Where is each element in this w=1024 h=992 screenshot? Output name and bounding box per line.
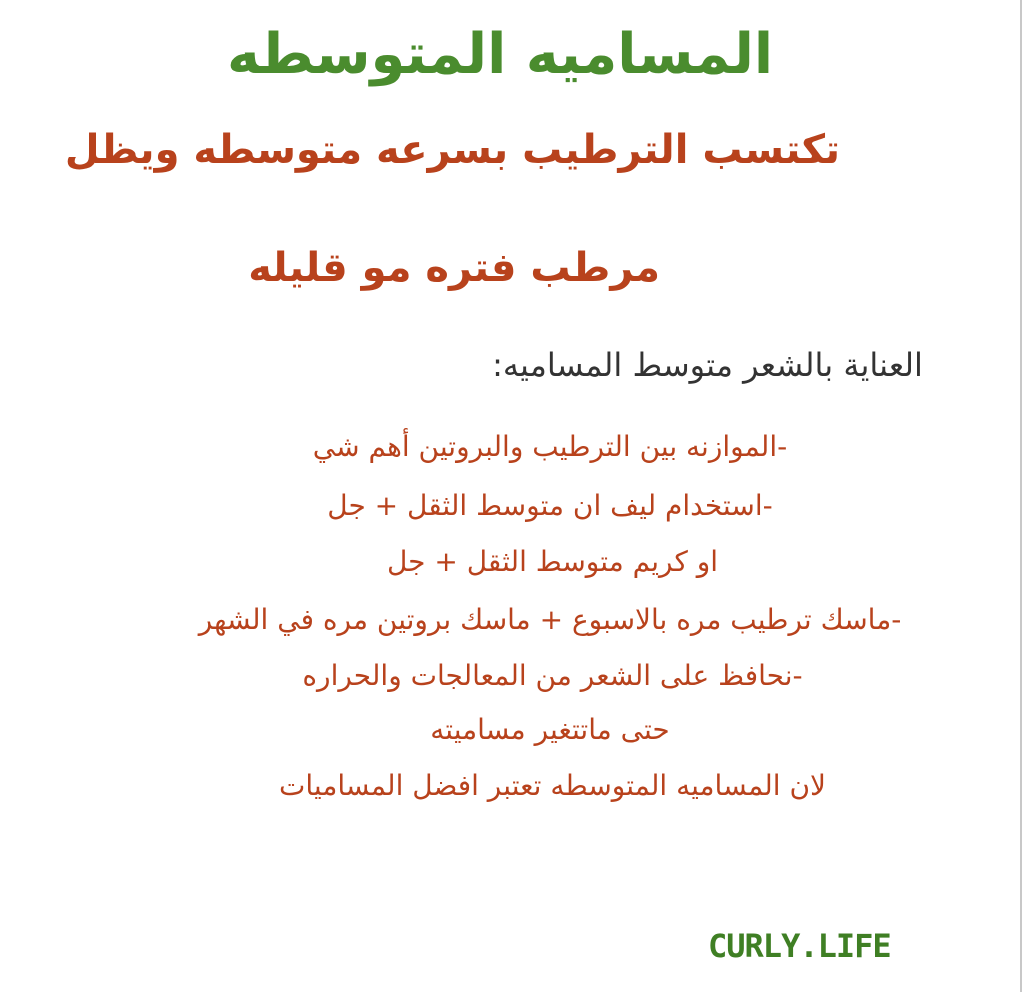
care-heading: العناية بالشعر متوسط المساميه: xyxy=(492,346,923,384)
brand-logo: CURLY.LIFE xyxy=(708,927,891,965)
tip-item-5: -نحافظ على الشعر من المعالجات والحراره xyxy=(302,659,803,692)
tip-item-1: -الموازنه بين الترطيب والبروتين أهم شي xyxy=(312,430,788,463)
tip-item-2: -استخدام ليف ان متوسط الثقل + جل xyxy=(327,489,773,522)
page-edge-divider xyxy=(1020,0,1022,992)
tip-item-6: حتى ماتتغير مساميته xyxy=(430,713,670,746)
page-title: المساميه المتوسطه xyxy=(226,22,774,87)
subtitle-line-2: مرطب فتره مو قليله xyxy=(248,245,660,291)
subtitle-line-1: تكتسب الترطيب بسرعه متوسطه ويظل xyxy=(64,127,840,173)
tip-item-7: لان المساميه المتوسطه تعتبر افضل المساميات xyxy=(279,769,826,802)
tip-item-3: او كريم متوسط الثقل + جل xyxy=(386,545,719,578)
tip-item-4: -ماسك ترطيب مره بالاسبوع + ماسك بروتين مره في الشهر xyxy=(198,603,902,636)
